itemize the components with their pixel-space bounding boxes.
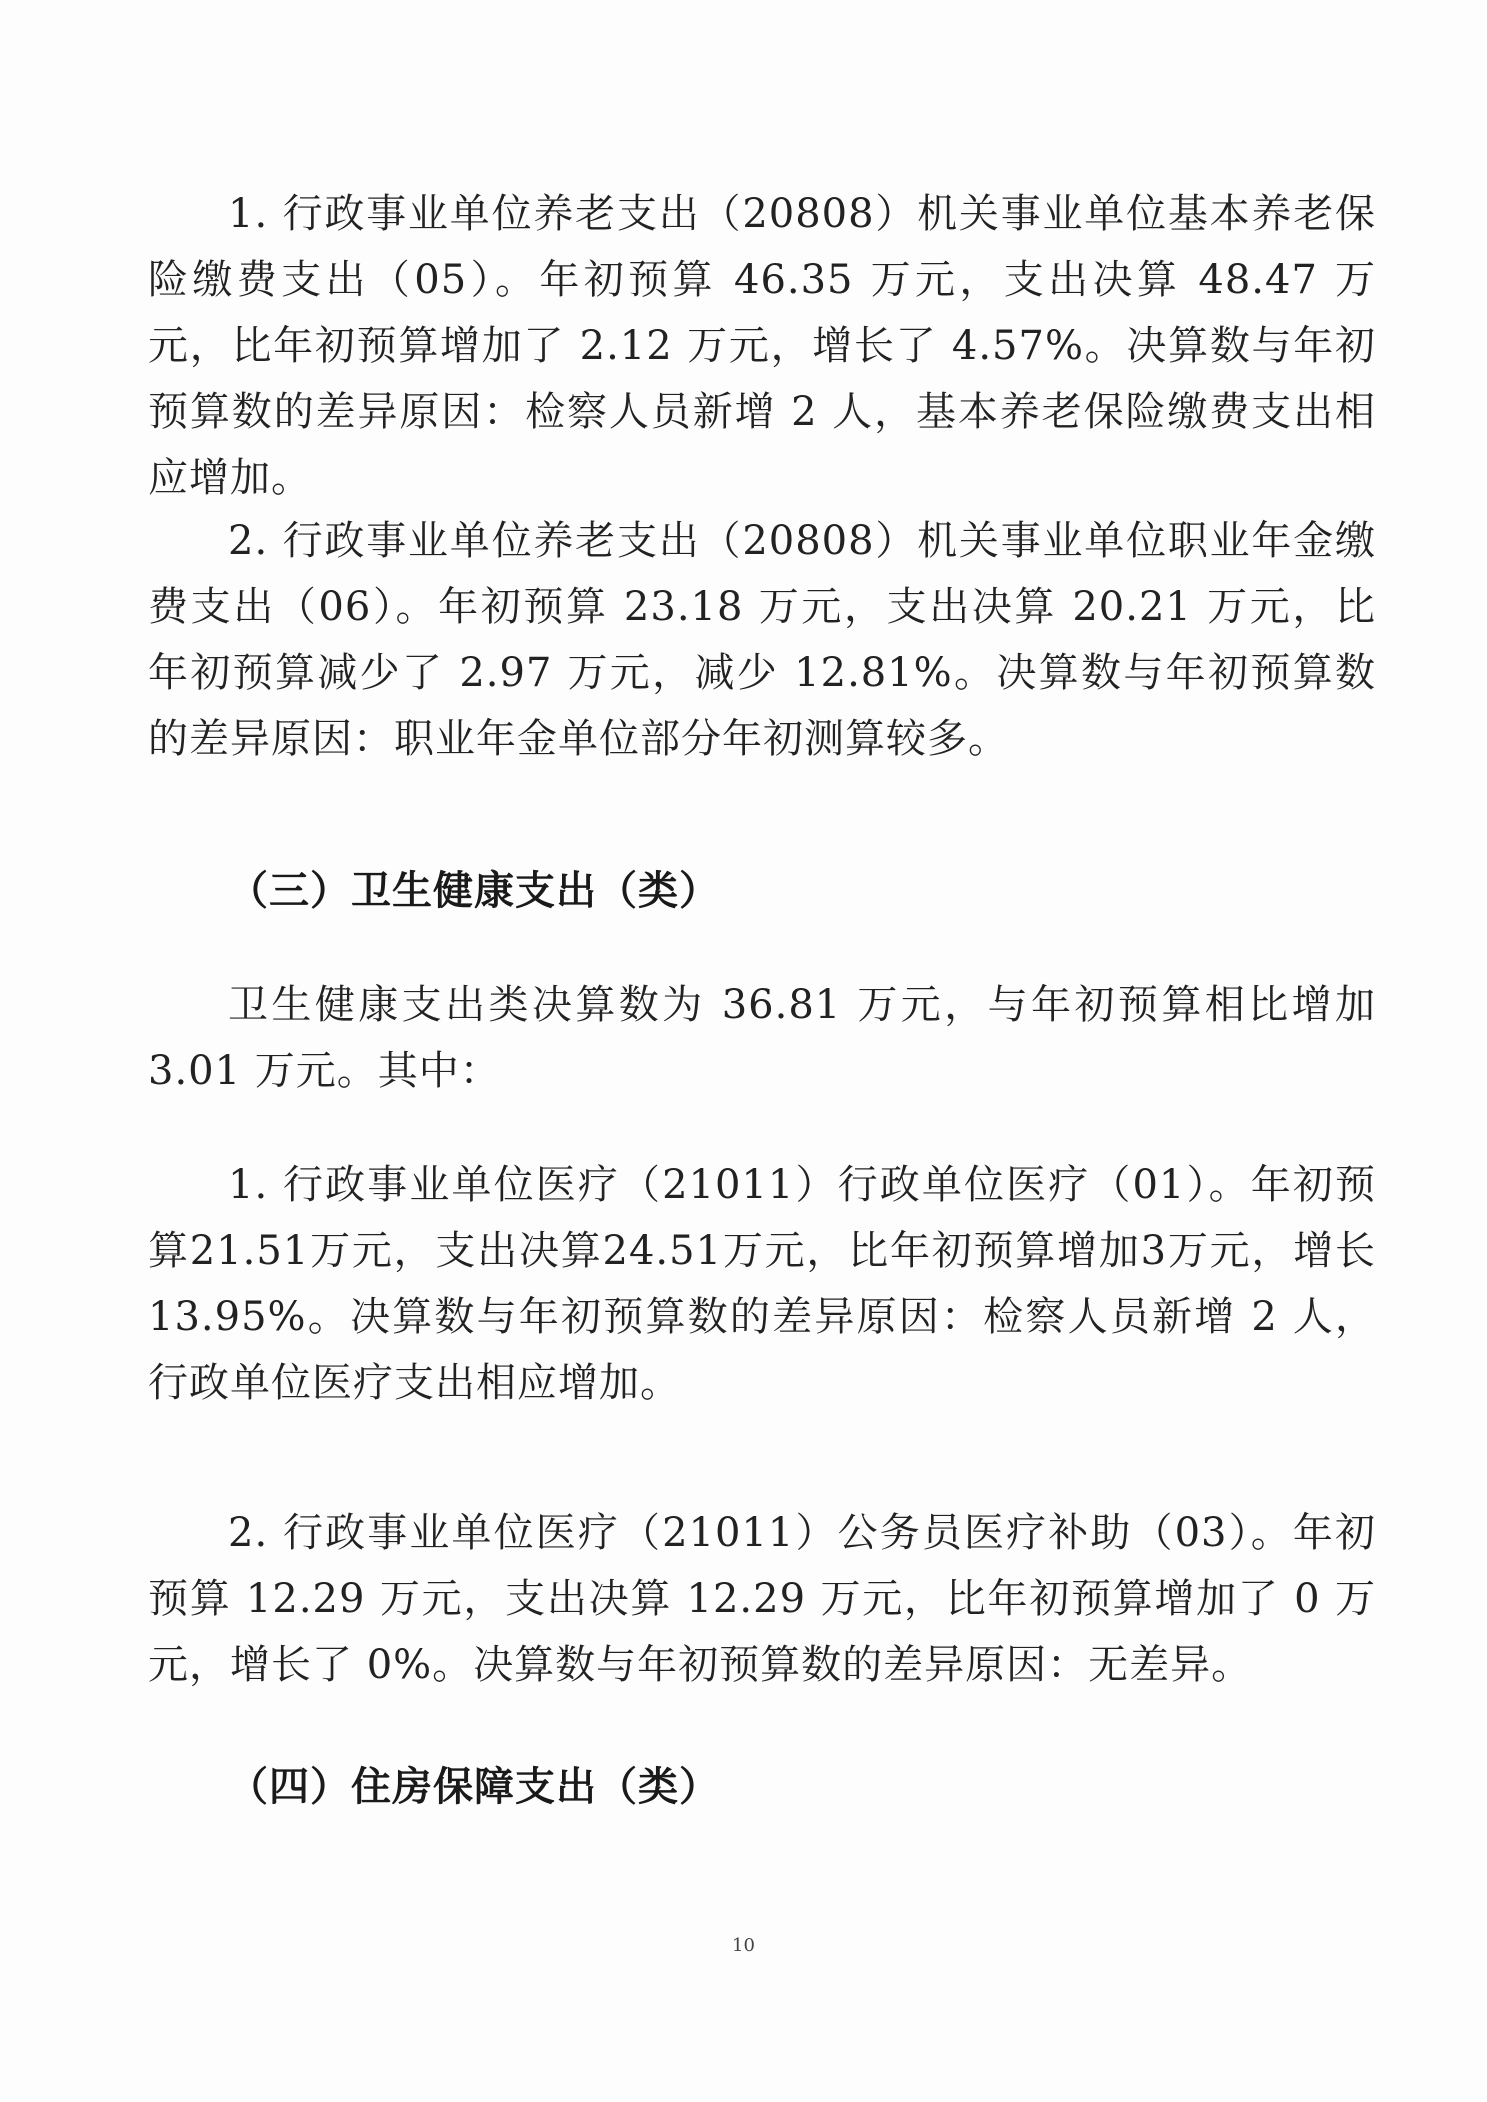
- section-heading-housing: （四）住房保障支出（类）: [228, 1764, 720, 1810]
- paragraph-civil-servant-medical-subsidy: 2. 行政事业单位医疗（21011）公务员医疗补助（03）。年初预算 12.29 万元，支出决算 12.29 万元，比年初预算增加了 0 万元，增长了 0%。决算数与年初预算数的差异原因：无差异。: [148, 1510, 1376, 1688]
- page-number: 10: [732, 1935, 755, 1956]
- paragraph-health-summary: 卫生健康支出类决算数为 36.81 万元，与年初预算相比增加 3.01 万元。其中：: [148, 982, 1376, 1094]
- section-heading-health: （三）卫生健康支出（类）: [228, 868, 720, 914]
- paragraph-pension-occupational-annuity: 2. 行政事业单位养老支出（20808）机关事业单位职业年金缴费支出（06）。年初预算 23.18 万元，支出决算 20.21 万元，比年初预算减少了 2.97 万元，减少 12.81%。决算数与年初预算数的差异原因：职业年金单位部分年初测算较多。: [148, 518, 1376, 762]
- paragraph-pension-basic-insurance: 1. 行政事业单位养老支出（20808）机关事业单位基本养老保险缴费支出（05）。年初预算 46.35 万元，支出决算 48.47 万元，比年初预算增加了 2.12 万元，增长了 4.57%。决算数与年初预算数的差异原因：检察人员新增 2 人，基本养老保险缴费支出相应增加。: [148, 191, 1376, 501]
- paragraph-admin-medical: 1. 行政事业单位医疗（21011）行政单位医疗（01）。年初预算21.51万元，支出决算24.51万元，比年初预算增加3万元，增长13.95%。决算数与年初预算数的差异原因：检察人员新增 2 人，行政单位医疗支出相应增加。: [148, 1162, 1376, 1406]
